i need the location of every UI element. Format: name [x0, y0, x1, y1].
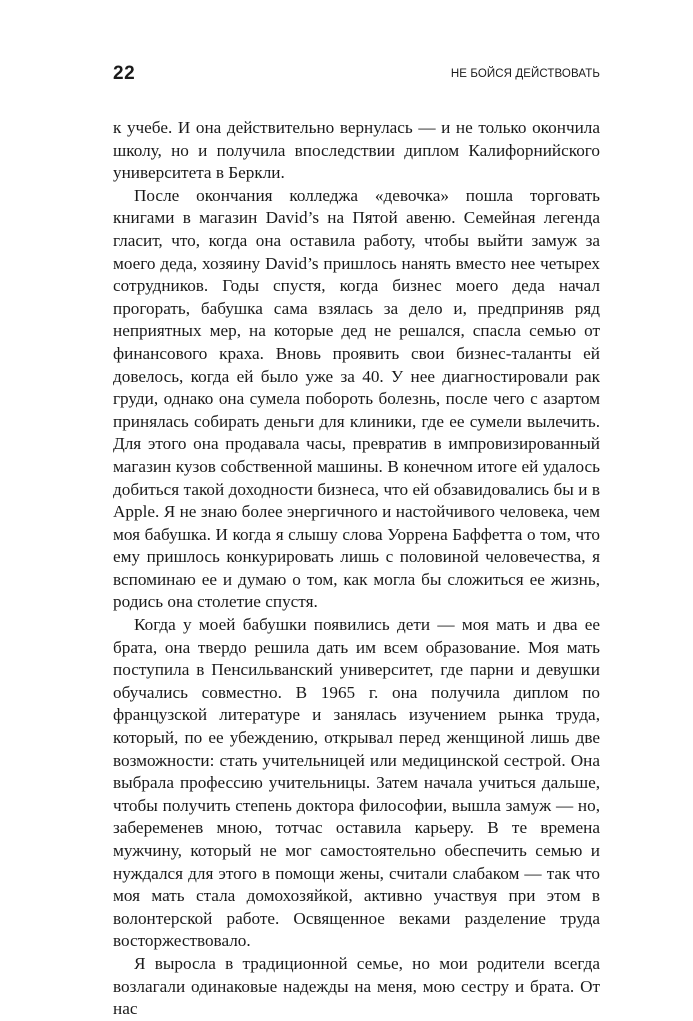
body-text [113, 117, 600, 1021]
paragraph-1: к учебе. И она действительно вернулась — и не только окончила школу, но и получила впоследствии диплом Калифорнийского университета в Беркли. [113, 118, 600, 183]
running-title: НЕ БОЙСЯ ДЕЙСТВОВАТЬ [450, 68, 600, 80]
page-number: 22 [113, 63, 136, 84]
paragraph-3: Когда у моей бабушки появились дети — моя мать и два ее брата, она твердо решила дать им всем образование. Моя мать поступила в Пенсильванский университет, где парни и девушки обучались совместно. В 1965 г. она получила диплом по французской литературе и занялась изучением рынка труда, который, по ее убеждению, открывал перед женщиной лишь две возможности: стать учительницей или медицинской сестрой. Она выбрала профессию учительницы. Затем начала учиться дальше, чтобы получить степень доктора философии, вышла замуж — но, забеременев мною, тотчас оставила карьеру. В те времена мужчину, который не мог самостоятельно обеспечить семью и нуждался для этого в помощи жены, считали слабаком — так что моя мать стала домохозяйкой, активно участвуя при этом в волонтерской работе. Освященное веками разделение труда восторжествовало. [113, 615, 600, 951]
paragraph-4: Я выросла в традиционной семье, но мои родители всегда возлагали одинаковые надежды на меня, мою сестру и брата. От нас [113, 953, 600, 1019]
paragraph-2: После окончания колледжа «девочка» пошла торговать книгами в магазин David’s на Пятой авеню. Семейная легенда гласит, что, когда она оставила работу, чтобы выйти замуж за моего деда, хозяину David’s пришлось нанять вместо нее четырех сотрудников. Годы спустя, когда бизнес моего деда начал прогорать, бабушка сама взялась за дело и, предприняв ряд неприятных мер, на которые дед не решался, спасла семью от финансового краха. Вновь проявить свои бизнес-таланты ей довелось, когда ей было уже за 40. У нее диагностировали рак груди, однако она сумела побороть болезнь, после чего с азартом принялась собирать деньги для клиники, где ее сумели вылечить. Для этого она продавала часы, превратив в импровизированный магазин кузов собственной машины. В конечном итоге ей удалось добиться такой доходности бизнеса, что ей обзавидовались бы и в Apple. Я не знаю более энергичного и настойчивого человека, чем моя бабушка. И когда я слышу слова Уоррена Баффетта о том, что ему пришлось конкурировать лишь с половиной человечества, я вспоминаю ее и думаю о том, как могла бы сложиться ее жизнь, родись она столетие спустя. [113, 185, 600, 612]
